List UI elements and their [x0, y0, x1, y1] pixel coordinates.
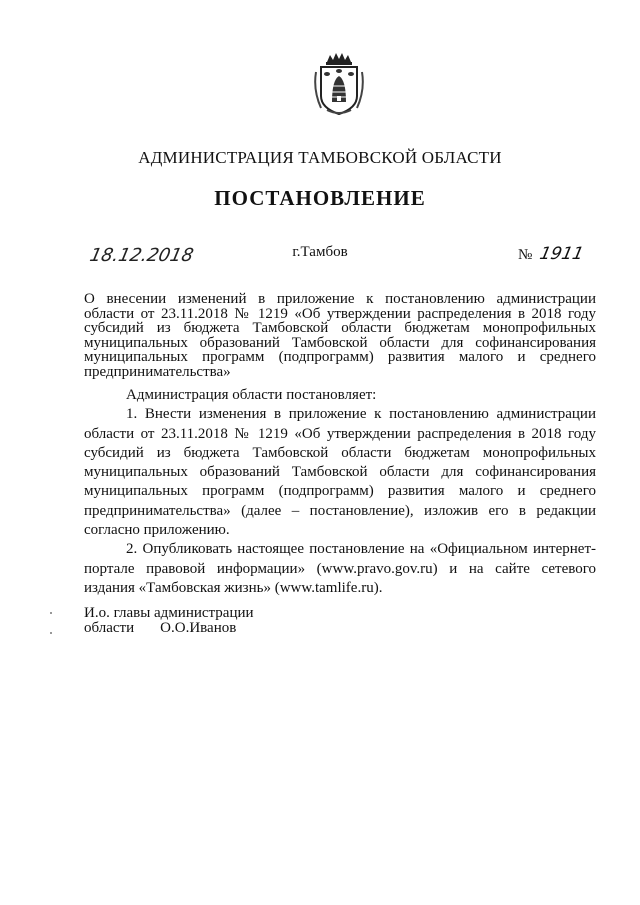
body-line: Администрация области постановляет: [126, 387, 377, 403]
tambov-region-coat-of-arms-icon [313, 52, 365, 116]
body-line: издания «Тамбовская жизнь» (www.tamlife.ru). [84, 579, 383, 596]
document-subject [84, 292, 596, 379]
scan-speck [50, 612, 52, 614]
body-line: портале правовой информации» (www.pravo.gov.ru) и на сайте сетевого [84, 560, 596, 577]
signature-block [84, 606, 254, 636]
subject-line: муниципальных программ (подпрограмм) развития малого и среднего [84, 349, 596, 365]
subject-line: субсидий из бюджета Тамбовской области бюджетам монопрофильных [84, 320, 596, 336]
signatory-position-cont: области [84, 620, 135, 636]
body-line: области от 23.11.2018 № 1219 «Об утверждении распределения в 2018 году [84, 425, 596, 442]
body-line: 1. Внести изменения в приложение к постановлению администрации [126, 406, 596, 423]
subject-line: области от 23.11.2018 № 1219 «Об утверждении распределения в 2018 году [84, 305, 596, 322]
scan-speck [50, 632, 52, 634]
body-line: 2. Опубликовать настоящее постановление на «Официальном интернет- [126, 541, 596, 558]
signatory-name: О.О.Иванов [160, 620, 237, 636]
issuing-authority: АДМИНИСТРАЦИЯ ТАМБОВСКОЙ ОБЛАСТИ [138, 148, 502, 167]
subject-line: О внесении изменений в приложение к постановлению администрации [84, 291, 596, 307]
city-label: г.Тамбов [292, 244, 348, 260]
body-line: муниципальных образований Тамбовской области для софинансирования [84, 464, 596, 481]
document-body [84, 386, 596, 598]
document-number [518, 244, 586, 264]
handwritten-date: 18.12.2018 [87, 245, 196, 266]
handwritten-number: 1911 [537, 244, 586, 264]
body-line: субсидий из бюджета Тамбовской области бюджетам монопрофильных [84, 444, 596, 461]
body-line: предпринимательства» (далее – постановление), изложив его в редакции [84, 502, 596, 519]
signatory-position: И.о. главы администрации [84, 605, 254, 621]
subject-line: предпринимательства» [84, 363, 231, 380]
number-prefix: № [518, 247, 533, 263]
subject-line: муниципальных образований Тамбовской области для софинансирования [84, 334, 596, 351]
document-type-title: ПОСТАНОВЛЕНИЕ [214, 186, 426, 210]
body-line: муниципальных программ (подпрограмм) развития малого и среднего [84, 483, 596, 500]
body-line: согласно приложению. [84, 522, 230, 539]
signatory-line [84, 621, 254, 636]
